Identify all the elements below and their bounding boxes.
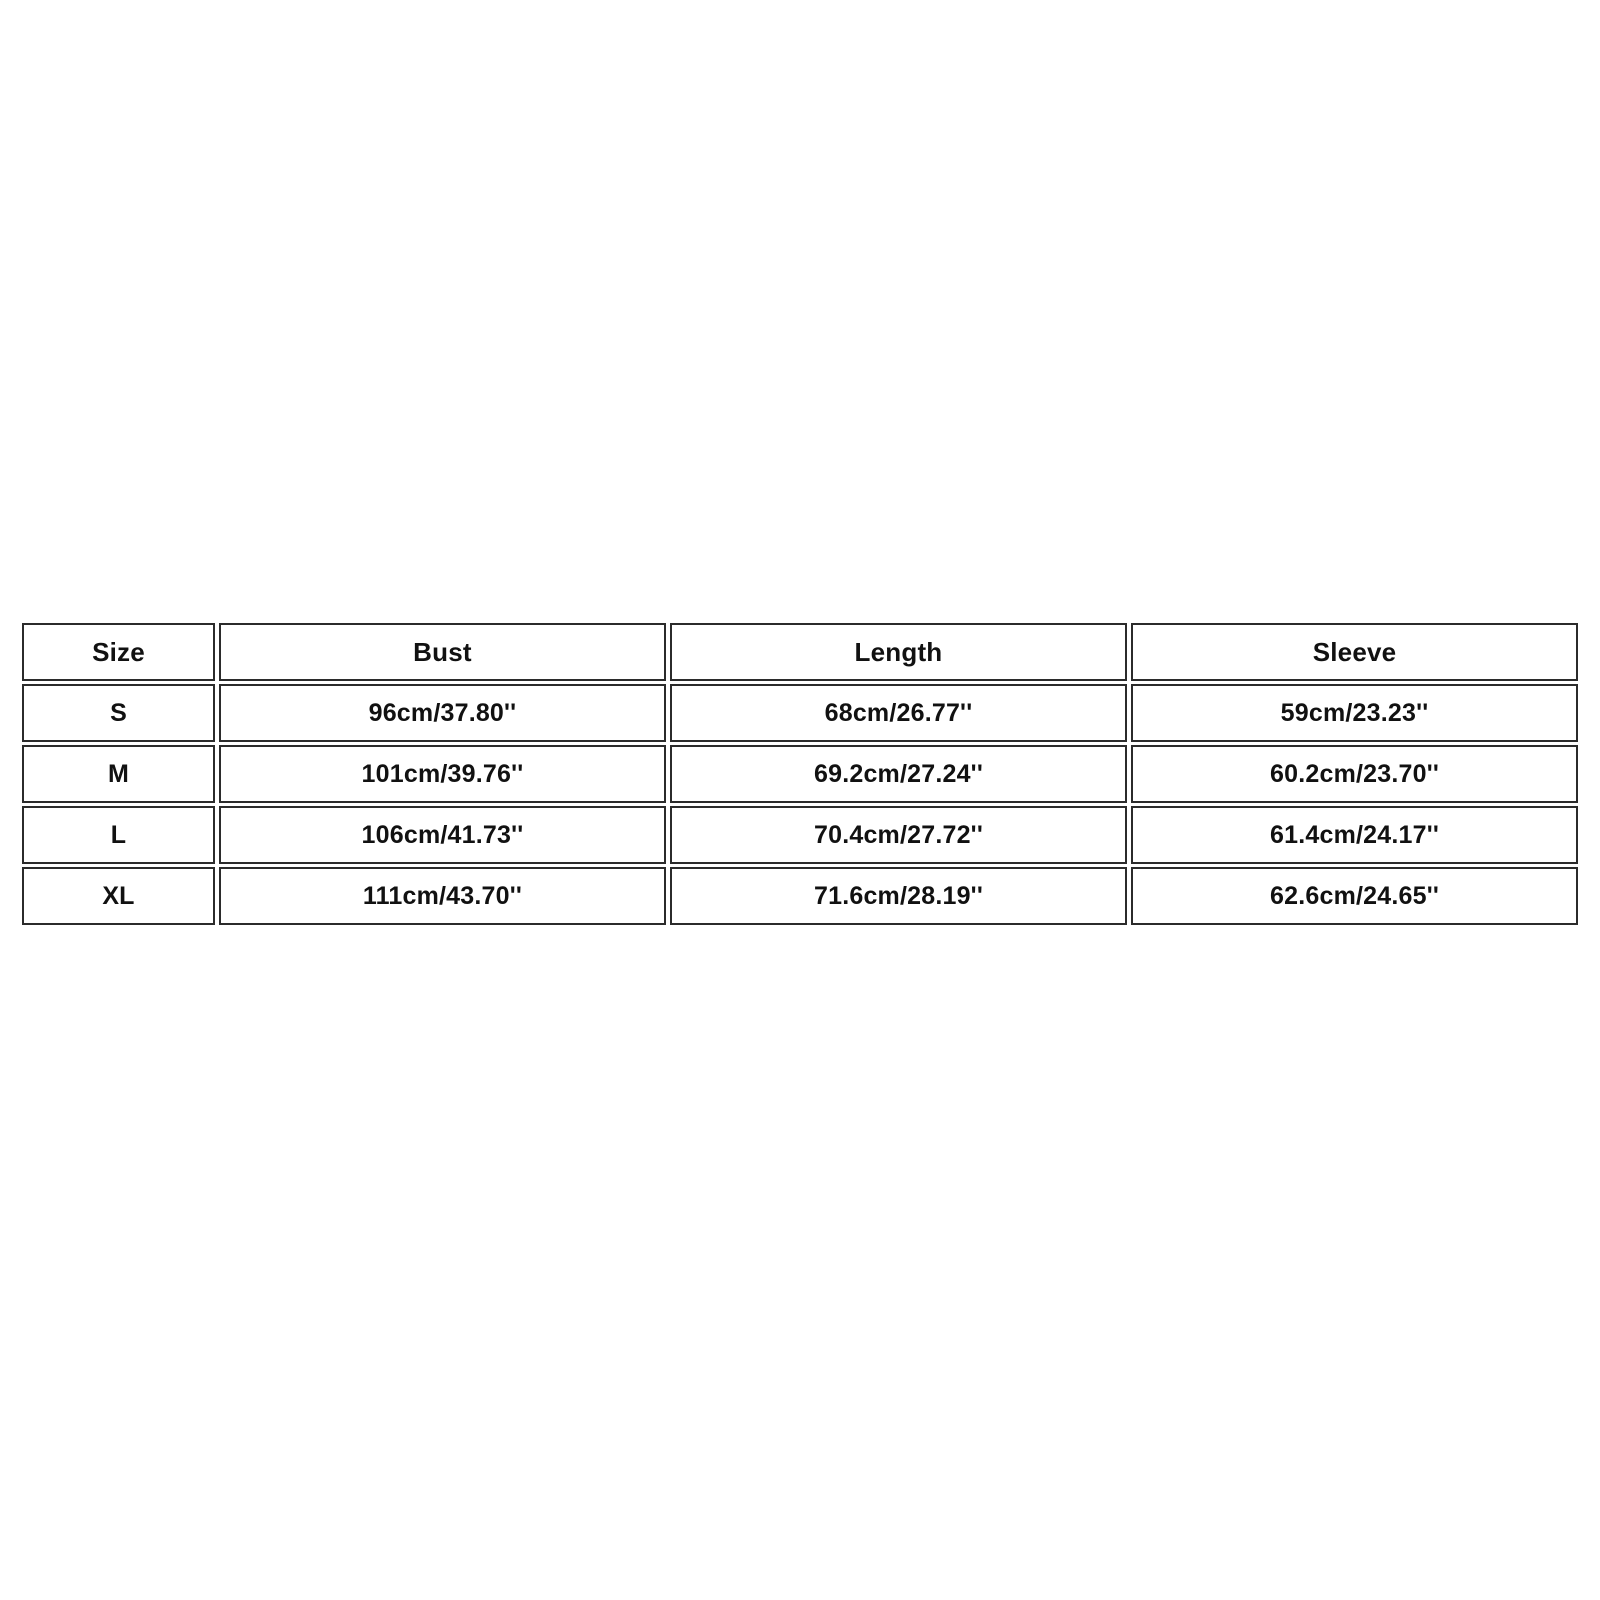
cell-bust: 96cm/37.80''	[219, 684, 666, 742]
table-row	[22, 684, 1578, 742]
cell-length: 69.2cm/27.24''	[670, 745, 1127, 803]
cell-size: XL	[22, 867, 215, 925]
cell-size: L	[22, 806, 215, 864]
cell-sleeve: 61.4cm/24.17''	[1131, 806, 1578, 864]
size-chart-container	[18, 620, 1582, 928]
cell-bust: 111cm/43.70''	[219, 867, 666, 925]
column-header-sleeve: Sleeve	[1131, 623, 1578, 681]
column-header-size: Size	[22, 623, 215, 681]
cell-size: S	[22, 684, 215, 742]
column-header-length: Length	[670, 623, 1127, 681]
cell-sleeve: 59cm/23.23''	[1131, 684, 1578, 742]
cell-length: 70.4cm/27.72''	[670, 806, 1127, 864]
cell-length: 71.6cm/28.19''	[670, 867, 1127, 925]
size-chart-table	[18, 620, 1582, 928]
cell-sleeve: 60.2cm/23.70''	[1131, 745, 1578, 803]
cell-length: 68cm/26.77''	[670, 684, 1127, 742]
cell-size: M	[22, 745, 215, 803]
column-header-bust: Bust	[219, 623, 666, 681]
cell-sleeve: 62.6cm/24.65''	[1131, 867, 1578, 925]
table-row	[22, 745, 1578, 803]
cell-bust: 101cm/39.76''	[219, 745, 666, 803]
table-row	[22, 867, 1578, 925]
table-header-row	[22, 623, 1578, 681]
cell-bust: 106cm/41.73''	[219, 806, 666, 864]
table-row	[22, 806, 1578, 864]
